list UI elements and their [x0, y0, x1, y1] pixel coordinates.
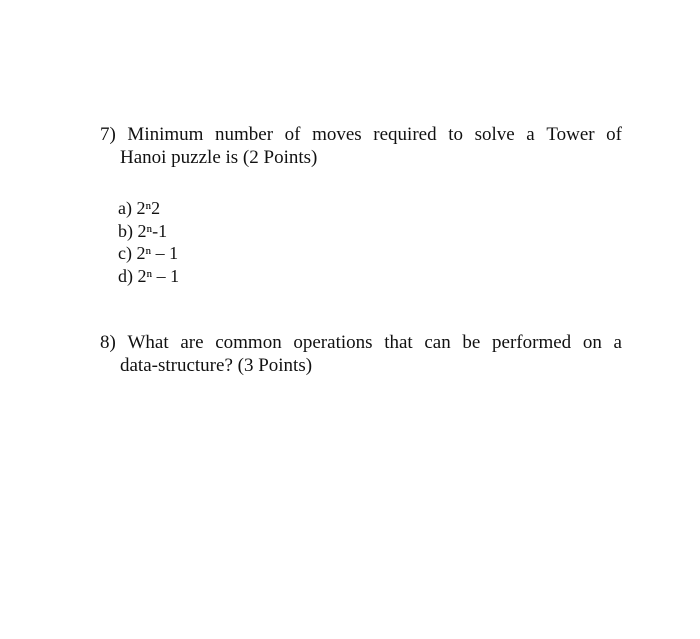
question-7	[100, 123, 622, 169]
q7-word: of	[284, 124, 301, 145]
question-7-line-2: Hanoi puzzle is (2 Points)	[120, 147, 318, 168]
q7-word: a	[526, 124, 535, 145]
option-d	[118, 265, 179, 288]
question-8-line-2: data-structure? (3 Points)	[120, 355, 313, 376]
q7-word: Minimum	[127, 124, 204, 145]
question-8	[100, 331, 622, 377]
option-a	[118, 197, 179, 220]
q7-word: number	[215, 124, 274, 145]
q8-word: that	[384, 332, 413, 353]
q8-word: be	[462, 332, 481, 353]
q8-word: 8)	[100, 332, 116, 353]
q7-word: 7)	[100, 124, 116, 145]
q8-word: can	[424, 332, 451, 353]
q7-word: solve	[474, 124, 515, 145]
question-7-line-1	[100, 123, 622, 146]
option-label: c)	[118, 243, 132, 263]
option-text: 2ⁿ – 1	[137, 265, 180, 286]
q8-word: a	[613, 332, 622, 353]
question-7-options	[118, 197, 179, 287]
q7-word: of	[606, 124, 622, 145]
q7-word: Tower	[546, 124, 595, 145]
option-text: 2ⁿ2	[136, 198, 161, 218]
q8-word: on	[582, 332, 602, 353]
question-8-line-1	[100, 331, 622, 354]
option-c	[118, 242, 179, 265]
option-label: d)	[118, 265, 133, 286]
q7-word: to	[448, 124, 463, 145]
q8-word: What	[127, 332, 169, 353]
option-label: a)	[118, 198, 132, 218]
q8-word: are	[180, 332, 204, 353]
option-label: b)	[118, 220, 133, 241]
option-text: 2ⁿ-1	[137, 220, 168, 241]
q8-word: performed	[492, 332, 572, 353]
q7-word: moves	[312, 124, 362, 145]
option-text: 2ⁿ – 1	[136, 243, 179, 263]
option-b	[118, 220, 179, 243]
q8-word: common	[215, 332, 282, 353]
q7-word: required	[373, 124, 437, 145]
q8-word: operations	[293, 332, 373, 353]
